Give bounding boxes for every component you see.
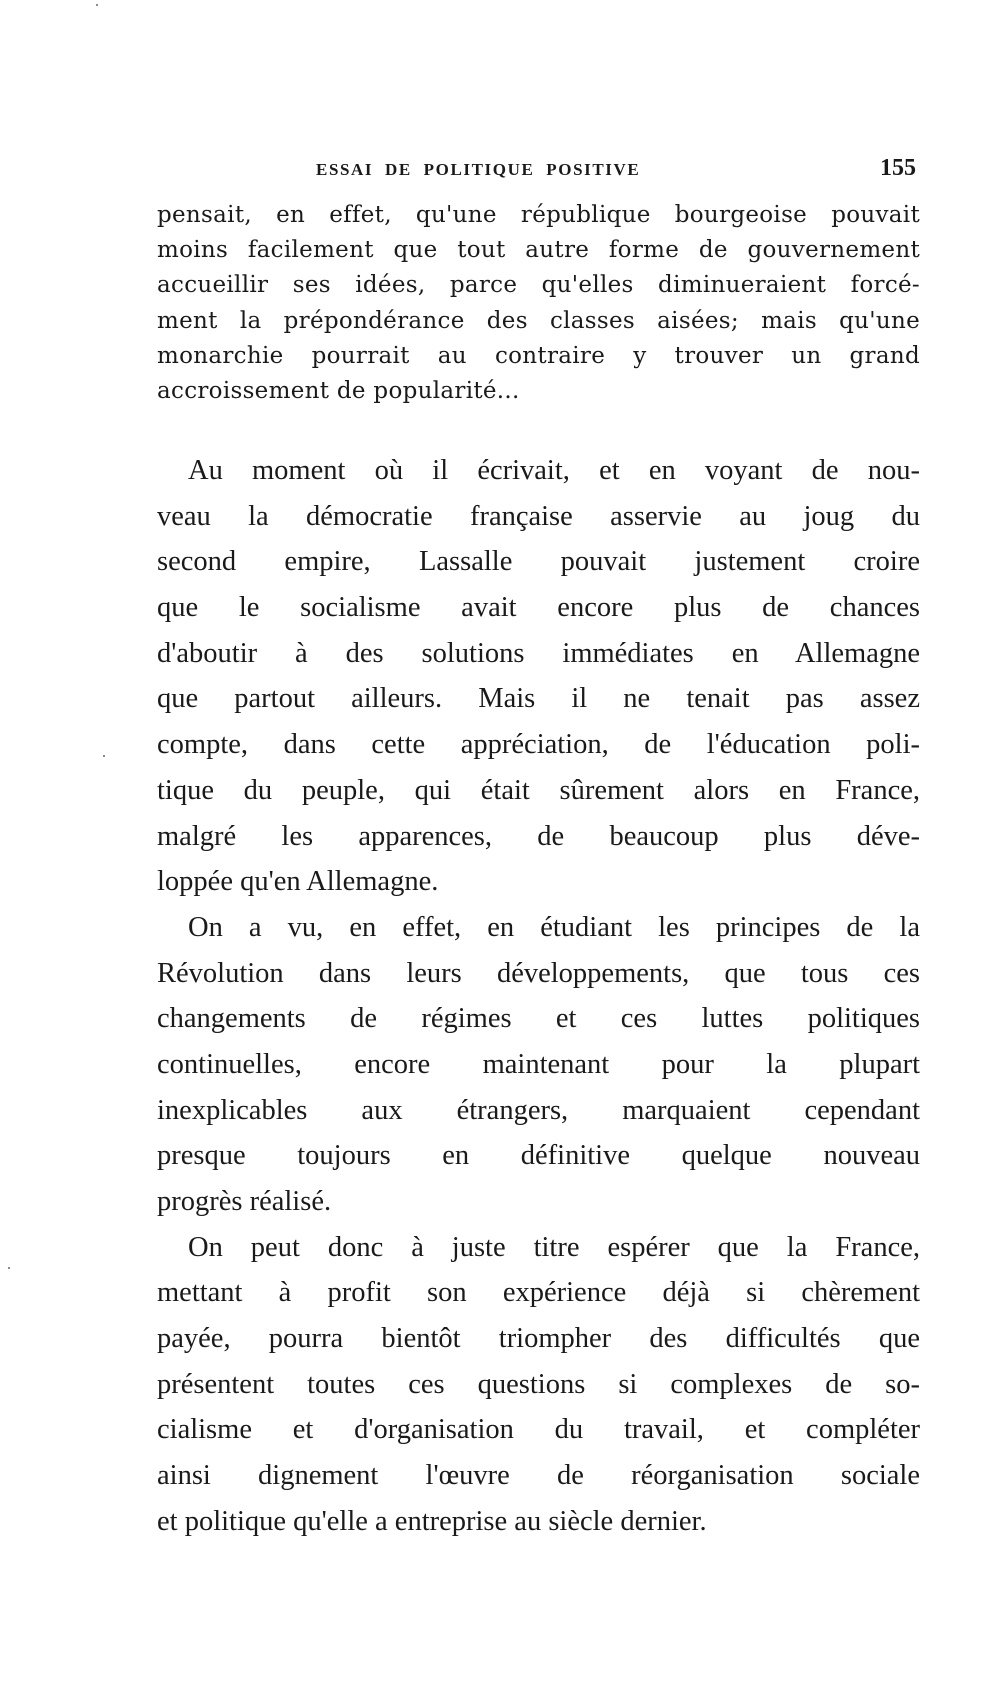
text-line: Révolution dans leurs développements, que tous ces <box>157 957 920 989</box>
text-line: malgré les apparences, de beaucoup plus déve- <box>157 820 920 852</box>
text-line: On a vu, en effet, en étudiant les principes de la <box>188 911 920 943</box>
quote-line: pensait, en effet, qu'une république bourgeoise pouvait <box>157 202 920 228</box>
text-line: mettant à profit son expérience déjà si chèrement <box>157 1277 920 1309</box>
text-line: continuelles, encore maintenant pour la plupart <box>157 1048 920 1080</box>
text-line: que le socialisme avait encore plus de chances <box>157 592 920 624</box>
text-line: second empire, Lassalle pouvait justement croire <box>157 546 920 578</box>
page-number: 155 <box>880 155 916 181</box>
text-line: veau la démocratie française asservie au joug du <box>157 500 920 532</box>
quoted-passage <box>157 198 920 409</box>
text-line: inexplicables aux étrangers, marquaient cependant <box>157 1094 920 1126</box>
body-text <box>157 448 920 1545</box>
text-line: que partout ailleurs. Mais il ne tenait pas assez <box>157 683 920 715</box>
paragraph-2 <box>157 905 920 1225</box>
text-line: On peut donc à juste titre espérer que la France, <box>188 1231 920 1263</box>
text-line: et politique qu'elle a entreprise au siècle dernier. <box>157 1505 707 1537</box>
scan-speck <box>96 4 98 6</box>
quote-line: moins facilement que tout autre forme de gouvernement <box>157 237 920 264</box>
scan-speck <box>8 1267 10 1269</box>
text-line: compte, dans cette appréciation, de l'éducation poli- <box>157 729 920 761</box>
text-line: présentent toutes ces questions si complexes de so- <box>157 1368 920 1400</box>
text-line: changements de régimes et ces luttes politiques <box>157 1003 920 1035</box>
text-line: cialisme et d'organisation du travail, et compléter <box>157 1414 920 1446</box>
quote-line: accroissement de popularité... <box>157 377 520 404</box>
text-line: payée, pourra bientôt triompher des difficultés que <box>157 1323 920 1355</box>
paragraph-1 <box>157 448 920 905</box>
running-head: ESSAI DE POLITIQUE POSITIVE <box>316 160 641 179</box>
text-line: presque toujours en définitive quelque nouveau <box>157 1140 920 1172</box>
text-line: ainsi dignement l'œuvre de réorganisation sociale <box>157 1460 920 1492</box>
quote-line: ment la prépondérance des classes aisées; mais qu'une <box>157 307 920 334</box>
text-line: progrès réalisé. <box>157 1186 332 1217</box>
paragraph-3 <box>157 1225 920 1545</box>
text-line: loppée qu'en Allemagne. <box>157 866 439 898</box>
scan-speck <box>103 755 105 757</box>
quote-line: accueillir ses idées, parce qu'elles diminueraient forcé- <box>157 272 920 299</box>
text-line: Au moment où il écrivait, et en voyant de nou- <box>188 455 920 486</box>
quote-line: monarchie pourrait au contraire y trouver un grand <box>157 342 920 369</box>
text-line: tique du peuple, qui était sûrement alors en France, <box>157 774 920 806</box>
text-line: d'aboutir à des solutions immédiates en Allemagne <box>157 637 920 669</box>
